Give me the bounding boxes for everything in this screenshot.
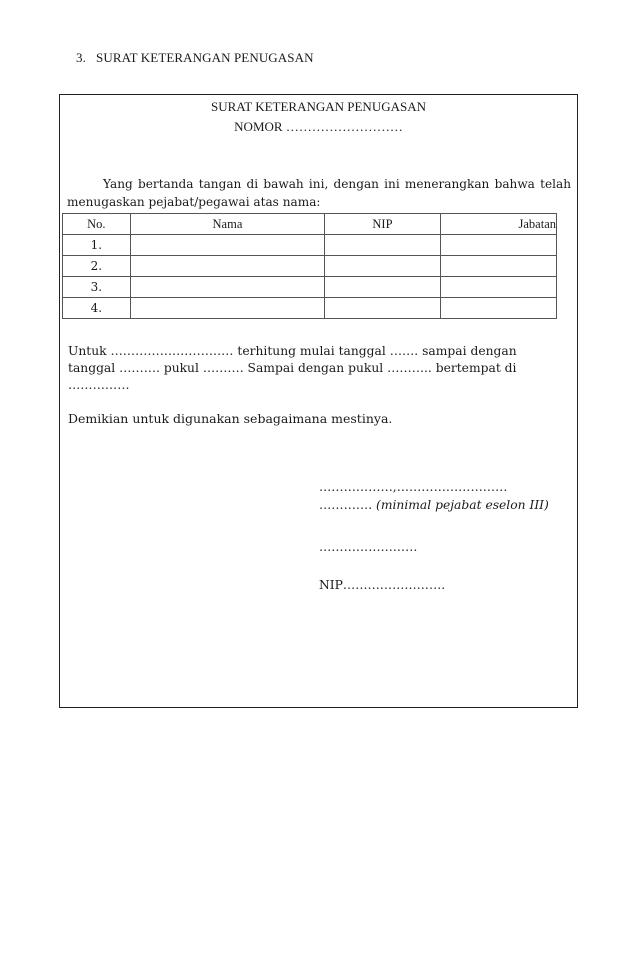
header-no: No. — [63, 214, 131, 235]
nip-cell — [325, 277, 440, 298]
signature-position-note: (minimal pejabat eselon III) — [376, 498, 549, 512]
nip-cell — [325, 298, 440, 319]
signature-position — [319, 498, 549, 512]
header-jabatan: Jabatan — [440, 214, 556, 235]
table-header-row — [63, 214, 557, 235]
closing-statement: Demikian untuk digunakan sebagaimana mestinya. — [68, 411, 393, 426]
signature-position-dots: …………. — [319, 498, 377, 512]
table-row — [63, 235, 557, 256]
nama-cell — [130, 277, 325, 298]
letter-title: SURAT KETERANGAN PENUGASAN — [211, 99, 426, 114]
jabatan-cell — [440, 298, 556, 319]
assignee-table — [62, 213, 557, 319]
row-number: 2. — [63, 256, 131, 277]
table-row — [63, 298, 557, 319]
assignment-period-paragraph: Untuk ………………………… terhitung mulai tanggal ……. sampai dengan tanggal ………. pukul ………. Sampai dengan pukul ……….. bertempat di …………… — [68, 344, 517, 392]
row-number: 4. — [63, 298, 131, 319]
table-row — [63, 256, 557, 277]
signature-place-date: ………………,……………………… — [319, 480, 508, 494]
nama-cell — [130, 298, 325, 319]
letter-number: NOMOR ……………………… — [234, 119, 403, 134]
nip-cell — [325, 256, 440, 277]
section-heading: 3. SURAT KETERANGAN PENUGASAN — [76, 50, 314, 65]
nama-cell — [130, 235, 325, 256]
header-nama: Nama — [130, 214, 325, 235]
jabatan-cell — [440, 277, 556, 298]
jabatan-cell — [440, 256, 556, 277]
signature-nip: NIP……………………. — [319, 578, 446, 592]
nama-cell — [130, 256, 325, 277]
letter-frame — [59, 94, 578, 708]
jabatan-cell — [440, 235, 556, 256]
nip-cell — [325, 235, 440, 256]
intro-paragraph: Yang bertanda tangan di bawah ini, dengan ini menerangkan bahwa telah menugaskan pejabat/pegawai atas nama: — [67, 177, 571, 209]
row-number: 3. — [63, 277, 131, 298]
table-row — [63, 277, 557, 298]
signature-name: …………………… — [319, 540, 418, 554]
header-nip: NIP — [325, 214, 440, 235]
row-number: 1. — [63, 235, 131, 256]
